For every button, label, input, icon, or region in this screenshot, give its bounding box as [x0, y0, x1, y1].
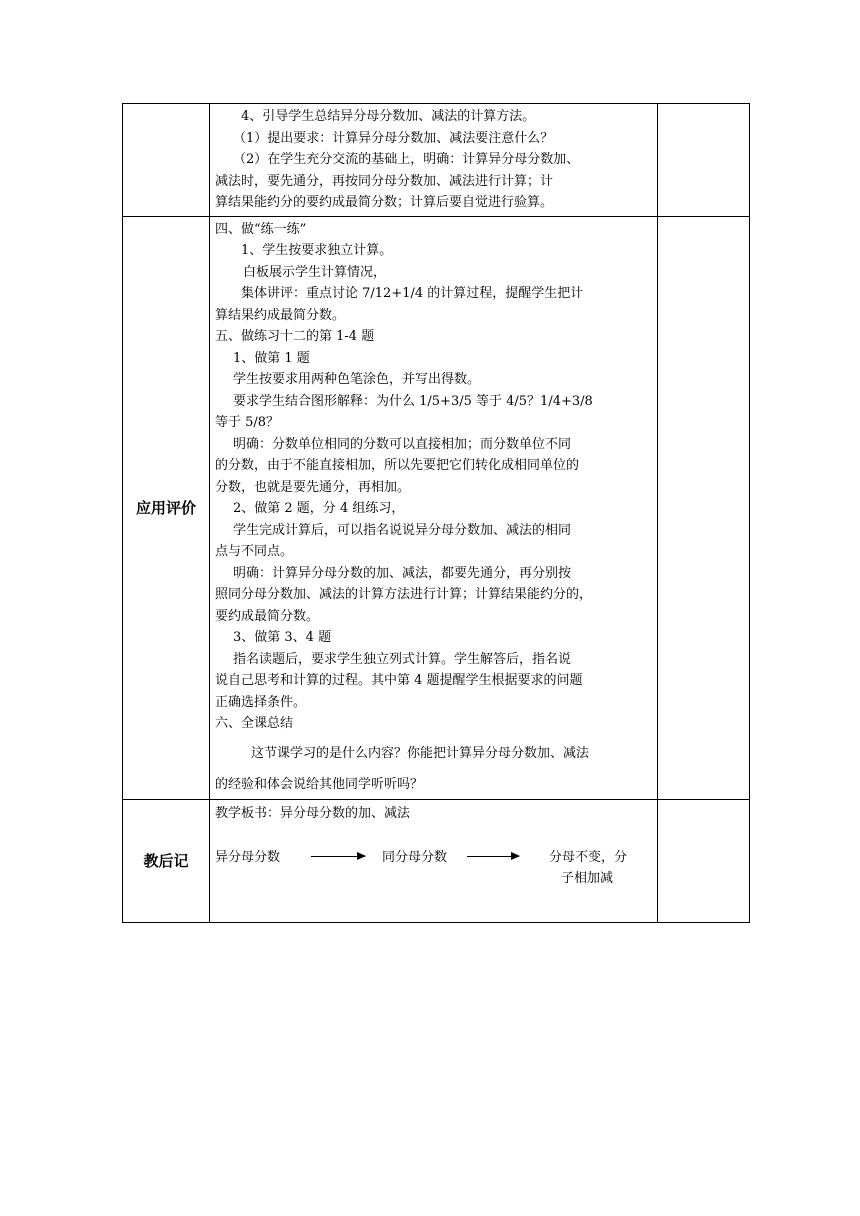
text-line: 白板展示学生计算情况，: [243, 264, 387, 280]
section-heading: 六、全课总结: [215, 716, 294, 731]
lesson-plan-table: [122, 103, 750, 923]
content-cell-method-summary: [210, 104, 658, 217]
blank-cell: [658, 799, 750, 922]
table-row-method-summary: [123, 104, 750, 217]
text-line: 集体讲评：重点讨论 7/12+1/4 的计算过程，提醒学生把计: [241, 286, 584, 301]
text-line: 学生完成计算后，可以指名说说异分母分数加、减法的相同: [233, 522, 572, 538]
row-label-application: 应用评价: [123, 216, 210, 799]
blank-cell: [658, 104, 750, 217]
text-line: 分数，也就是要先通分，再相加。: [215, 479, 411, 495]
board-writing: [215, 802, 653, 920]
board-title: 教学板书：异分母分数的加、减法: [215, 805, 411, 821]
text-line: 照同分母分数加、减法的计算方法进行计算；计算结果能约分的，: [215, 587, 593, 602]
text-line: 要求学生结合图形解释：为什么 1/5+3/5 等于 4/5？1/4+3/8: [233, 393, 593, 409]
content-cell-board: [210, 799, 658, 922]
text-line: 2、做第 2 题，分 4 组练习，: [233, 501, 405, 516]
text-line: （1）提出要求：计算异分母分数加、减法要注意什么？: [233, 130, 554, 146]
text-line: 这节课学习的是什么内容？你能把计算异分母分数加、减法: [251, 745, 590, 761]
flow-step-result-line2: 子相加减: [561, 870, 614, 886]
text-line: 3、做第 3、4 题: [233, 630, 332, 645]
text-line: 指名读题后，要求学生独立列式计算。学生解答后，指名说: [233, 651, 572, 667]
flow-step-result-line1: 分母不变，分: [549, 849, 628, 865]
text-line: 的经验和体会说给其他同学听听吗？: [215, 776, 424, 792]
content-cell-application: [210, 216, 658, 799]
text-line: 算结果能约分的要约成最简分数；计算后要自觉进行验算。: [215, 195, 554, 210]
text-line: 减法时，要先通分，再按同分母分数加、减法进行计算；计: [215, 173, 554, 189]
text-line: 要约成最简分数。: [215, 608, 320, 624]
row-label-empty: [123, 104, 210, 217]
text-line: 等于 5/8？: [215, 415, 280, 430]
text-line: 正确选择条件。: [215, 694, 307, 710]
right-arrow-icon: [311, 856, 365, 857]
blank-cell: [658, 216, 750, 799]
text-line: 说自己思考和计算的过程。其中第 4 题提醒学生根据要求的问题: [215, 673, 583, 688]
section-heading: 四、做“练一练”: [215, 221, 307, 237]
text-line: 明确：分数单位相同的分数可以直接相加；而分数单位不同: [233, 436, 572, 452]
text-line: 的分数，由于不能直接相加，所以先要把它们转化成相同单位的: [215, 458, 580, 473]
flow-step-unlike-denominators: 异分母分数: [215, 849, 281, 865]
text-line: 1、学生按要求独立计算。: [241, 243, 393, 258]
text-line: 点与不同点。: [215, 544, 294, 559]
text-line: 学生按要求用两种色笔涂色，并写出得数。: [233, 372, 481, 387]
text-line: （2）在学生充分交流的基础上，明确：计算异分母分数加、: [233, 152, 580, 167]
right-arrow-icon: [467, 856, 519, 857]
row-label-post-lesson: 教后记: [123, 799, 210, 922]
section-heading: 五、做练习十二的第 1-4 题: [215, 329, 375, 344]
text-line: 1、做第 1 题: [233, 350, 310, 366]
flow-step-like-denominators: 同分母分数: [382, 849, 448, 865]
text-line: 4、引导学生总结异分母分数加、减法的计算方法。: [241, 109, 536, 124]
table-row-post-lesson: [123, 799, 750, 922]
table-row-application: [123, 216, 750, 799]
text-line: 明确：计算异分母分数的加、减法，都要先通分，再分别按: [233, 565, 572, 581]
text-line: 算结果约成最简分数。: [215, 307, 346, 323]
